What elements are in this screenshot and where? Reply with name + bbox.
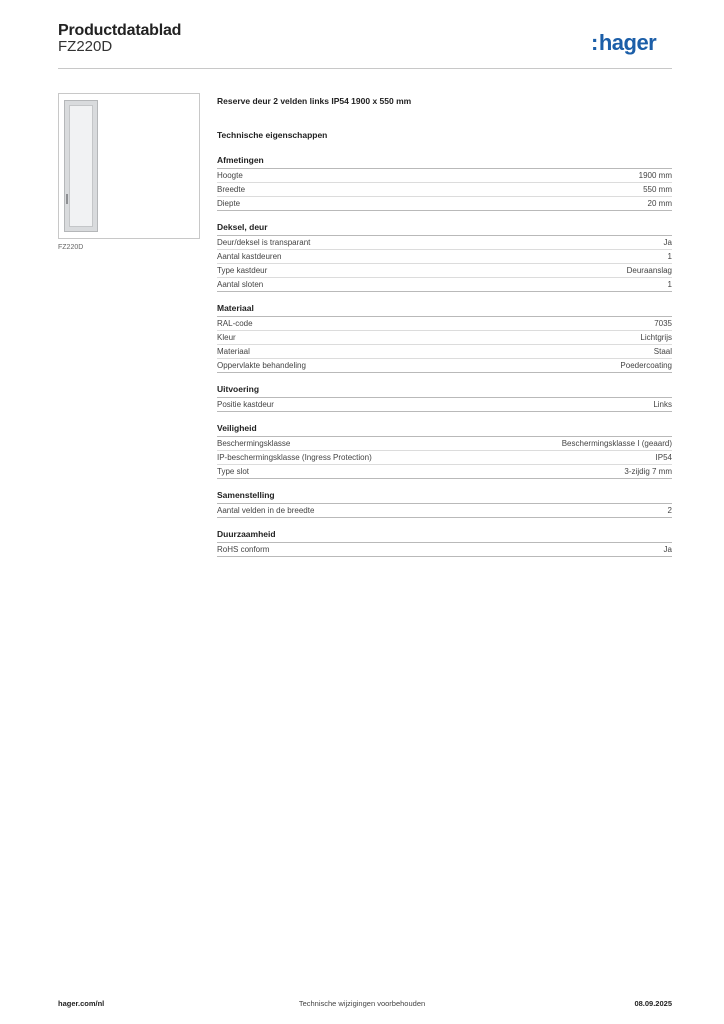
property-value: Deuraanslag <box>626 266 672 275</box>
property-group <box>217 422 672 479</box>
property-label: RAL-code <box>217 319 253 328</box>
property-group <box>217 302 672 373</box>
property-label: Breedte <box>217 185 246 194</box>
property-value: 20 mm <box>647 199 672 208</box>
product-image <box>58 93 200 239</box>
product-code: FZ220D <box>58 38 113 55</box>
product-title: Reserve deur 2 velden links IP54 1900 x 550 mm <box>217 96 412 106</box>
property-row <box>217 504 672 518</box>
property-value: Ja <box>663 545 672 554</box>
property-group <box>217 383 672 412</box>
property-row <box>217 278 672 292</box>
property-value: Beschermingsklasse I (geaard) <box>561 439 672 448</box>
page-title: Productdatablad <box>58 22 182 39</box>
property-row <box>217 264 672 278</box>
property-row <box>217 345 672 359</box>
property-group <box>217 528 672 557</box>
property-label: Materiaal <box>217 347 250 356</box>
property-row <box>217 250 672 264</box>
property-label: RoHS conform <box>217 545 270 554</box>
property-row <box>217 398 672 412</box>
property-label: Type kastdeur <box>217 266 268 275</box>
property-label: Oppervlakte behandeling <box>217 361 306 370</box>
property-label: Aantal sloten <box>217 280 264 289</box>
property-label: IP-beschermingsklasse (Ingress Protection) <box>217 453 372 462</box>
property-value: Links <box>653 400 672 409</box>
hager-logo: :hager <box>591 30 657 55</box>
property-value: Poedercoating <box>620 361 672 370</box>
property-group <box>217 489 672 518</box>
property-label: Kleur <box>217 333 236 342</box>
property-value: IP54 <box>655 453 672 462</box>
door-panel <box>69 105 93 227</box>
property-group <box>217 154 672 211</box>
group-title: Afmetingen <box>217 154 672 169</box>
logo-text: hager <box>598 30 657 55</box>
property-label: Type slot <box>217 467 250 476</box>
group-title: Samenstelling <box>217 489 672 504</box>
property-row <box>217 331 672 345</box>
group-title: Veiligheid <box>217 422 672 437</box>
group-title: Duurzaamheid <box>217 528 672 543</box>
property-row <box>217 236 672 250</box>
property-row <box>217 543 672 557</box>
property-value: 2 <box>667 506 672 515</box>
image-caption: FZ220D <box>58 244 84 251</box>
property-label: Deur/deksel is transparant <box>217 238 311 247</box>
group-title: Deksel, deur <box>217 221 672 236</box>
property-row <box>217 197 672 211</box>
door-handle <box>66 194 68 204</box>
property-value: 3-zijdig 7 mm <box>624 467 672 476</box>
property-label: Diepte <box>217 199 241 208</box>
property-value: Staal <box>653 347 672 356</box>
property-value: Lichtgrijs <box>640 333 672 342</box>
property-value: 550 mm <box>643 185 672 194</box>
header-divider <box>58 68 672 69</box>
property-row <box>217 169 672 183</box>
section-title: Technische eigenschappen <box>217 130 328 140</box>
property-row <box>217 465 672 479</box>
group-title: Materiaal <box>217 302 672 317</box>
property-label: Hoogte <box>217 171 243 180</box>
footer-website[interactable]: hager.com/nl <box>58 999 105 1008</box>
property-row <box>217 317 672 331</box>
property-value: 1 <box>667 252 672 261</box>
property-value: 1900 mm <box>638 171 672 180</box>
property-groups <box>217 154 672 557</box>
property-label: Aantal velden in de breedte <box>217 506 315 515</box>
footer-date: 08.09.2025 <box>634 999 672 1008</box>
property-group <box>217 221 672 292</box>
property-value: 7035 <box>654 319 672 328</box>
door-illustration <box>64 100 98 232</box>
property-row <box>217 437 672 451</box>
property-row <box>217 359 672 373</box>
property-label: Aantal kastdeuren <box>217 252 282 261</box>
group-title: Uitvoering <box>217 383 672 398</box>
footer-notice: Technische wijzigingen voorbehouden <box>298 999 426 1008</box>
property-label: Beschermingsklasse <box>217 439 291 448</box>
property-row <box>217 451 672 465</box>
property-value: 1 <box>667 280 672 289</box>
property-label: Positie kastdeur <box>217 400 274 409</box>
property-row <box>217 183 672 197</box>
property-value: Ja <box>663 238 672 247</box>
properties-content <box>217 95 672 557</box>
